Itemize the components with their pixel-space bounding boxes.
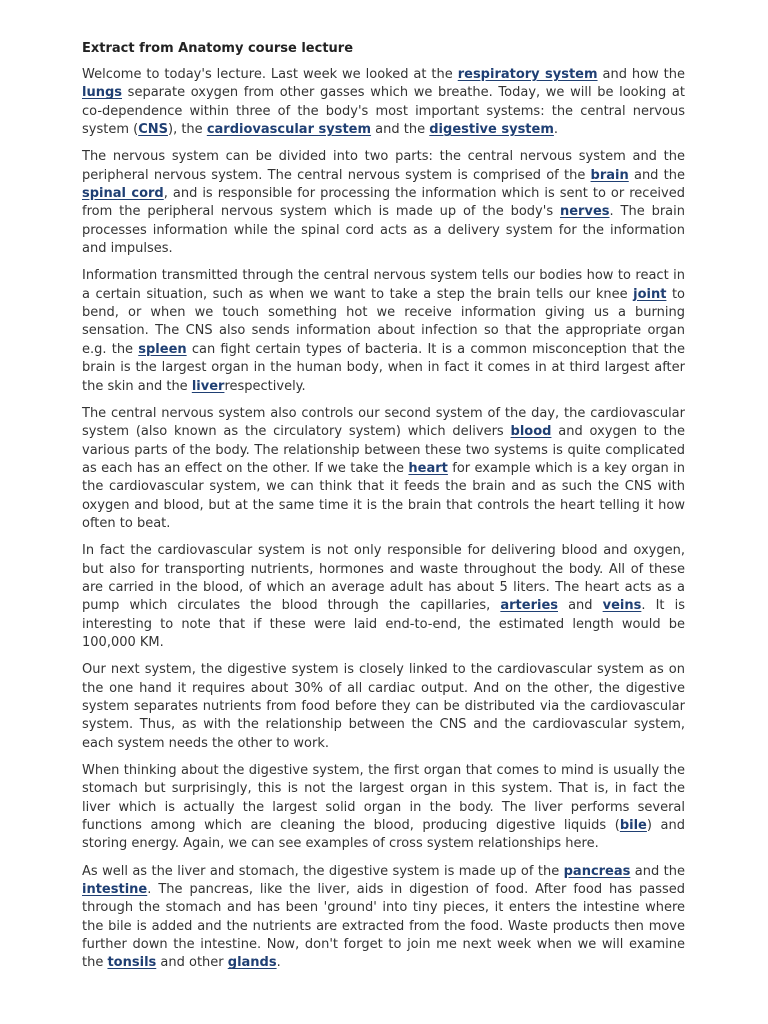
glossary-link-bile[interactable]: bile	[619, 818, 647, 834]
glossary-link-cns[interactable]: CNS	[138, 122, 168, 138]
paragraph-text: and	[558, 598, 603, 614]
paragraph-text: . It is interesting to note that if these were laid end-to-end, the estimated length would be 100,000 KM.	[82, 598, 685, 650]
paragraph	[82, 542, 685, 652]
paragraph-text: In fact the cardiovascular system is not only responsible for delivering blood and oxygen, but also for transporting nutrients, hormones and waste throughout the body. All of these are carried in the blood, of which an average adult has about 5 liters. The heart acts as a pump which circulates the blood through the capillaries,	[82, 543, 685, 614]
paragraph	[82, 661, 685, 753]
paragraph-text: . The brain processes information while the spinal cord acts as a delivery system for the information and impulses.	[82, 204, 685, 257]
glossary-link-spleen[interactable]: spleen	[138, 341, 187, 357]
paragraph-text: ), the	[168, 122, 207, 138]
paragraph-text: and other	[156, 955, 228, 971]
glossary-link-tonsils[interactable]: tonsils	[107, 955, 157, 971]
glossary-link-glands[interactable]: glands	[227, 955, 277, 971]
paragraph-text: can fight certain types of bacteria. It is a common misconception that the brain is the largest organ in the human body, when in fact it comes in at third largest after the skin and the	[82, 341, 685, 394]
paragraph-text: and oxygen to the various parts of the body. The relationship between these two systems is quite complicated as each has an effect on the other. If we take the	[82, 424, 686, 476]
document-body	[82, 66, 685, 973]
glossary-link-spinal-cord[interactable]: spinal cord	[82, 186, 164, 202]
paragraph-text: to bend, or when we touch something hot we receive information giving us a burning sensation. The CNS also sends information about infection so that the appropriate organ e.g. the	[82, 286, 686, 357]
paragraph-text: ) and storing energy. Again, we can see examples of cross system relationships here.	[82, 818, 685, 852]
glossary-link-liver[interactable]: liver	[191, 378, 225, 394]
document-title: Extract from Anatomy course lecture	[82, 41, 354, 56]
glossary-link-nerves[interactable]: nerves	[559, 204, 610, 220]
paragraph-text: When thinking about the digestive system, the first organ that comes to mind is usually the stomach but surprisingly, this is not the largest organ in this system. That is, in fact the liver which is actually the largest solid organ in the body. The liver performs several functions among which are cleaning the blood, producing digestive liquids (	[82, 763, 685, 834]
glossary-link-heart[interactable]: heart	[408, 460, 448, 476]
paragraph-text: .	[553, 122, 559, 138]
glossary-link-respiratory-system[interactable]: respiratory system	[457, 67, 598, 82]
paragraph-text: and the	[371, 122, 430, 138]
paragraph	[82, 762, 685, 854]
paragraph-text: The central nervous system also controls our second system of the day, the cardiovascular system (also known as the circulatory system) which delivers	[82, 405, 685, 440]
paragraph-text: The nervous system can be divided into two parts: the central nervous system and the peripheral nervous system. The central nervous system is comprised of the	[82, 149, 685, 183]
paragraph-text: , and is responsible for processing the information which is sent to or received from the peripheral nervous system which is made up of the body's	[82, 186, 685, 220]
paragraph-text: . The pancreas, like the liver, aids in digestion of food. After food has passed through the stomach and has been 'ground' into tiny pieces, it enters the intestine where the bile is added and the nutrients are extracted from the food. Waste products then move further down the intestine. Now, don't forget to join me next week when we will examine the	[82, 882, 685, 971]
glossary-link-cardiovascular-system[interactable]: cardiovascular system	[206, 122, 372, 138]
paragraph-text: .	[276, 955, 281, 971]
paragraph	[82, 66, 685, 139]
paragraph-text: separate oxygen from other gasses which we breathe. Today, we will be looking at co-dependence within three of the body's most important systems: the central nervous system (	[82, 85, 685, 138]
paragraph	[82, 148, 685, 258]
paragraph-text: As well as the liver and stomach, the digestive system is made up of the	[82, 863, 564, 879]
paragraph-text: Information transmitted through the central nervous system tells our bodies how to react in a certain situation, such as when we want to take a step the brain tells our knee	[82, 268, 685, 302]
paragraph-text: and the	[630, 863, 685, 879]
glossary-link-lungs[interactable]: lungs	[82, 85, 123, 101]
paragraph-text: Our next system, the digestive system is closely linked to the cardiovascular system as on the one hand it requires about 30% of all cardiac output. And on the other, the digestive system separates nutrients from food before they can be distributed via the cardiovascular system. Thus, as with the relationship between the CNS and the cardiovascular system, each system needs the other to work.	[82, 662, 685, 751]
glossary-link-digestive-system[interactable]: digestive system	[429, 122, 554, 138]
paragraph-text: and how the	[597, 67, 686, 82]
glossary-link-joint[interactable]: joint	[633, 286, 667, 302]
glossary-link-arteries[interactable]: arteries	[500, 598, 558, 614]
glossary-link-veins[interactable]: veins	[602, 598, 642, 614]
paragraph-text: and the	[628, 167, 685, 183]
paragraph-text: Welcome to today's lecture. Last week we looked at the	[82, 67, 458, 82]
paragraph-text: for example which is a key organ in the cardiovascular system, we can think that it feeds the brain and as such the CNS with oxygen and blood, but at the same time it is the brain that controls the heart telling it how often to beat.	[82, 460, 685, 531]
paragraph	[82, 405, 685, 533]
glossary-link-intestine[interactable]: intestine	[82, 882, 148, 898]
glossary-link-blood[interactable]: blood	[510, 424, 552, 440]
glossary-link-pancreas[interactable]: pancreas	[563, 863, 631, 879]
paragraph	[82, 267, 685, 395]
paragraph-text: respectively.	[224, 378, 306, 394]
paragraph	[82, 863, 685, 973]
glossary-link-brain[interactable]: brain	[590, 167, 629, 183]
